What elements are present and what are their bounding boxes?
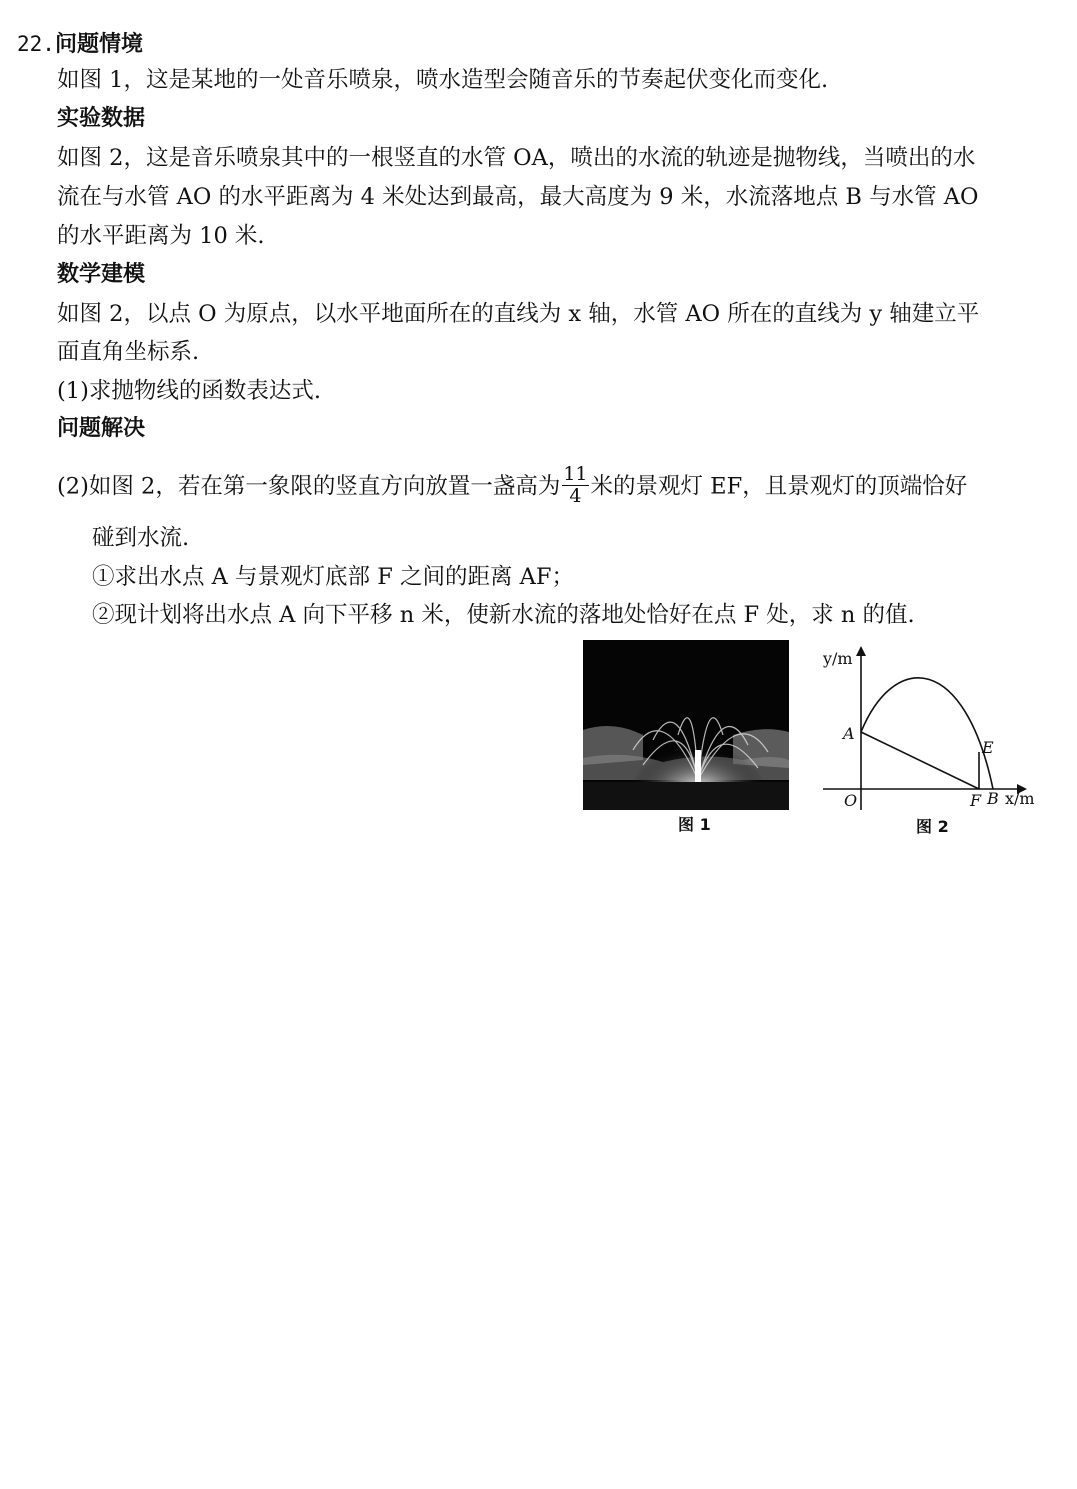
fountain-photo-drawing — [583, 640, 789, 810]
section-title-modeling: 数学建模 — [57, 262, 146, 287]
data-text-line-1: 如图 2，这是音乐喷泉其中的一根竖直的水管 OA，喷出的水流的轨迹是抛物线，当喷出的水 — [57, 145, 976, 171]
data-text-line-3: 的水平距离为 10 米. — [57, 223, 265, 249]
question-2-sub-1: ①求出水点 A 与景观灯底部 F 之间的距离 AF； — [92, 564, 574, 590]
point-B-label: B — [987, 789, 999, 808]
section-heading-context — [17, 26, 143, 63]
fountain-photo — [583, 640, 789, 810]
question-1: (1)求抛物线的函数表达式. — [57, 378, 322, 404]
section-title: 问题情境 — [54, 32, 143, 57]
point-F-label: F — [970, 791, 982, 810]
segment-AF — [861, 732, 979, 789]
point-O-label: O — [844, 791, 858, 810]
question-2-post: 米的景观灯 EF，且景观灯的顶端恰好 — [590, 473, 968, 500]
figure-1-caption: 图 1 — [678, 815, 711, 834]
section-title-data: 实验数据 — [57, 106, 146, 131]
fraction-numerator: 11 — [563, 463, 588, 485]
parabola-diagram — [815, 640, 1055, 815]
figure-2-caption: 图 2 — [916, 817, 949, 836]
fraction-denominator: 4 — [569, 485, 582, 507]
question-number: 22. — [17, 32, 55, 56]
point-A-label: A — [843, 724, 855, 743]
question-2-line-1 — [57, 463, 968, 509]
question-2-line-2: 碰到水流. — [92, 525, 190, 551]
section-title-solving: 问题解决 — [57, 416, 146, 441]
point-E-label: E — [982, 738, 994, 757]
question-2-pre: (2)如图 2，若在第一象限的竖直方向放置一盏高为 — [57, 473, 561, 500]
x-axis-label: x/m — [1005, 789, 1035, 808]
context-text: 如图 1，这是某地的一处音乐喷泉，喷水造型会随音乐的节奏起伏变化而变化. — [57, 67, 829, 93]
modeling-text-line-1: 如图 2，以点 O 为原点，以水平地面所在的直线为 x 轴，水管 AO 所在的直线为 y 轴建立平 — [57, 301, 980, 327]
y-axis-label: y/m — [823, 649, 853, 668]
modeling-text-line-2: 面直角坐标系. — [57, 339, 200, 365]
data-text-line-2: 流在与水管 AO 的水平距离为 4 米处达到最高，最大高度为 9 米，水流落地点 B 与水管 AO — [57, 184, 979, 210]
question-2-sub-2: ②现计划将出水点 A 向下平移 n 米，使新水流的落地处恰好在点 F 处，求 n 的值. — [92, 602, 915, 628]
y-axis-arrow-icon — [856, 646, 866, 656]
water-parabola — [861, 678, 993, 789]
fraction — [562, 464, 588, 507]
